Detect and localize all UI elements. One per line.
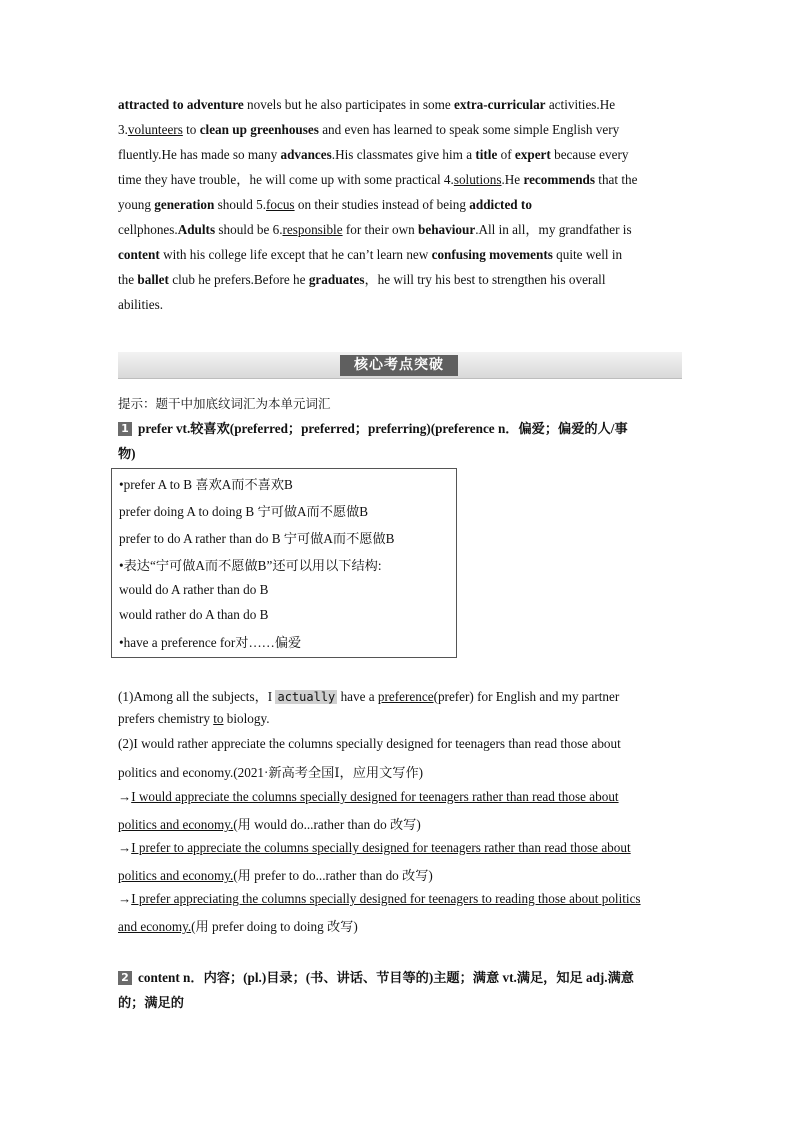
text: abilities.	[118, 297, 164, 312]
answer-underlined: preference	[377, 689, 434, 704]
section-banner-title: 核心考点突破	[340, 355, 458, 376]
rewrite-3-line-1	[118, 891, 641, 907]
intro-line-1	[118, 92, 682, 117]
intro-line-5	[118, 192, 682, 217]
text: on their studies instead of being	[294, 197, 470, 212]
text: biology.	[223, 711, 270, 726]
vocab-bold: title	[475, 147, 498, 162]
example-2-line-1: (2)I would rather appreciate the columns specially designed for teenagers than read those about	[118, 736, 621, 751]
usage-line: •prefer A to B 喜欢A而不喜欢B	[119, 477, 293, 492]
text: club he prefers.Before he	[168, 272, 309, 287]
usage-line: would do A rather than do B	[119, 582, 269, 597]
text: of	[497, 147, 515, 162]
vocab-bold: expert	[514, 147, 551, 162]
answer-underlined: focus	[266, 197, 295, 212]
item1-heading-cont: 物)	[118, 446, 136, 461]
answer-underlined: I prefer appreciating the columns specially designed for teenagers to reading those about politics	[131, 891, 641, 906]
vocab-bold: Adults	[177, 222, 216, 237]
vocab-bold: advances	[280, 147, 332, 162]
rewrite-1-line-1	[118, 789, 619, 805]
intro-line-8	[118, 267, 682, 292]
intro-line-7	[118, 242, 682, 267]
text: prefers chemistry	[118, 711, 214, 726]
text: (1)Among all the subjects，I	[118, 689, 276, 704]
answer-underlined: politics and economy.	[118, 868, 234, 883]
text: to	[182, 122, 200, 137]
item2-heading-text: content n．内容；(pl.)目录；(书、讲话、节目等的)主题；满意 vt.满足，知足 adj.满意	[138, 970, 634, 985]
rewrite-2-line-1	[118, 840, 631, 856]
text: .His classmates give him a	[331, 147, 476, 162]
answer-underlined: to	[213, 711, 224, 726]
arrow: →	[118, 840, 132, 855]
vocab-bold: generation	[154, 197, 215, 212]
text: the	[118, 272, 138, 287]
highlighted-vocab: actually	[277, 690, 336, 704]
intro-line-6	[118, 217, 682, 242]
vocab-bold: behaviour	[418, 222, 476, 237]
answer-underlined: I prefer to appreciate the columns specially designed for teenagers rather than read those about	[131, 840, 631, 855]
item2-heading	[118, 967, 634, 986]
intro-line-2	[118, 117, 682, 142]
arrow: →	[118, 891, 132, 906]
usage-line: •have a preference for对……偏爱	[119, 635, 302, 650]
text: (prefer) for English and my partner	[433, 689, 620, 704]
item1-heading-text: prefer vt.较喜欢(preferred；preferred；preferring)(preference n．偏爱；偏爱的人/事	[138, 421, 628, 436]
text: for their own	[342, 222, 419, 237]
text: should 5.	[214, 197, 266, 212]
arrow: →	[118, 789, 132, 804]
intro-paragraph	[118, 92, 682, 317]
text: with his college life except that he can’t learn new	[159, 247, 432, 262]
text: young	[118, 197, 155, 212]
usage-line: prefer doing A to doing B 宁可做A而不愿做B	[119, 504, 369, 519]
usage-line: •表达“宁可做A而不愿做B”还可以用以下结构:	[119, 558, 382, 573]
vocab-bold: attracted to adventure	[118, 97, 244, 112]
answer-underlined: I would appreciate the columns specially designed for teenagers rather than read those about	[131, 789, 619, 804]
vocab-bold: recommends	[523, 172, 595, 187]
vocab-bold: content	[118, 247, 160, 262]
answer-underlined: solutions	[453, 172, 502, 187]
text: have a	[337, 689, 378, 704]
text: time they have trouble，he will come up with some practical 4.	[118, 172, 454, 187]
item2-heading-cont: 的；满足的	[118, 995, 184, 1010]
answer-underlined: and economy.	[118, 919, 192, 934]
vocab-bold: addicted to	[469, 197, 532, 212]
rewrite-note: (用 prefer to do...rather than do 改写)	[233, 868, 433, 883]
text: because every	[550, 147, 629, 162]
intro-line-3	[118, 142, 682, 167]
text: and even has learned to speak some simple English very	[318, 122, 620, 137]
example-1-line-1	[118, 686, 619, 705]
rewrite-note: (用 prefer doing to doing 改写)	[191, 919, 358, 934]
item-number-badge: 1	[118, 422, 132, 436]
rewrite-3-line-2	[118, 916, 358, 935]
text: should be 6.	[215, 222, 283, 237]
text: ，he will try his best to strengthen his overall	[364, 272, 606, 287]
text: .He	[501, 172, 524, 187]
text: fluently.He has made so many	[118, 147, 281, 162]
text: 3.	[118, 122, 128, 137]
item-number-badge: 2	[118, 971, 132, 985]
text: novels but he also participates in some	[243, 97, 454, 112]
intro-line-4	[118, 167, 682, 192]
item1-heading	[118, 418, 628, 437]
usage-line: prefer to do A rather than do B 宁可做A而不愿做B	[119, 531, 395, 546]
example-1-line-2	[118, 711, 270, 727]
vocab-bold: graduates	[308, 272, 365, 287]
vocab-bold: clean up greenhouses	[199, 122, 319, 137]
rewrite-1-line-2	[118, 814, 421, 833]
text: activities.He	[545, 97, 616, 112]
rewrite-note: (用 would do...rather than do 改写)	[233, 817, 421, 832]
text: quite well in	[552, 247, 623, 262]
text: .All in all，my grandfather is	[475, 222, 632, 237]
answer-underlined: politics and economy.	[118, 817, 234, 832]
text: cellphones.	[118, 222, 178, 237]
vocab-bold: confusing movements	[431, 247, 553, 262]
rewrite-2-line-2	[118, 865, 433, 884]
usage-line: would rather do A than do B	[119, 607, 269, 622]
usage-box	[111, 468, 457, 658]
answer-underlined: responsible	[282, 222, 343, 237]
text: that the	[595, 172, 638, 187]
intro-line-9	[118, 292, 682, 317]
answer-underlined: volunteers	[127, 122, 183, 137]
example-2-line-2: politics and economy.(2021·新高考全国Ⅰ，应用文写作)	[118, 765, 424, 780]
vocab-bold: ballet	[137, 272, 169, 287]
vocab-bold: extra-curricular	[453, 97, 546, 112]
hint-text: 提示：题干中加底纹词汇为本单元词汇	[118, 396, 331, 411]
